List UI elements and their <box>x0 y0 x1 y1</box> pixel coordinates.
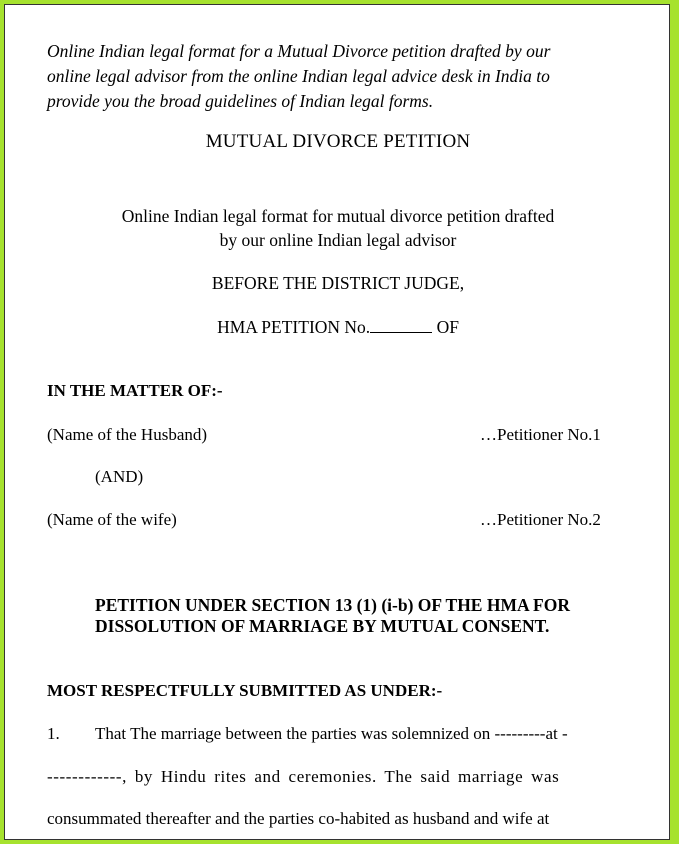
paragraph-line: consummated thereafter and the parties co-habited as husband and wife at <box>47 809 550 828</box>
intro-line: online legal advisor from the online Indian legal advice desk in India to <box>47 66 550 86</box>
intro-line: provide you the broad guidelines of Indian legal forms. <box>47 91 434 111</box>
wife-name: (Name of the wife) <box>47 510 177 529</box>
petition-heading-line: PETITION UNDER SECTION 13 (1) (i-b) OF THE HMA FOR <box>95 595 570 615</box>
subtitle-line: by our online Indian legal advisor <box>219 230 457 250</box>
document-title: MUTUAL DIVORCE PETITION <box>205 131 471 152</box>
intro-paragraph <box>47 39 627 114</box>
intro-line: Online Indian legal format for a Mutual Divorce petition drafted by our <box>47 41 551 61</box>
petition-heading <box>95 595 625 637</box>
court-name: BEFORE THE DISTRICT JUDGE, <box>211 273 465 293</box>
petition-number-blank <box>370 318 432 333</box>
petition-heading-line: DISSOLUTION OF MARRIAGE BY MUTUAL CONSENT. <box>95 616 550 636</box>
subtitle <box>5 204 671 252</box>
petition-number <box>5 315 671 339</box>
document-page <box>4 4 670 840</box>
subtitle-line: Online Indian legal format for mutual divorce petition drafted <box>121 206 555 226</box>
wife-role: …Petitioner No.2 <box>480 510 601 529</box>
paragraph-line: That The marriage between the parties was solemnized on ---------at - <box>95 724 568 743</box>
submitted-heading: MOST RESPECTFULLY SUBMITTED AS UNDER:- <box>47 681 443 700</box>
husband-name: (Name of the Husband) <box>47 425 208 444</box>
petition-number-suffix: OF <box>436 317 459 337</box>
paragraph-line: ------------, by Hindu rites and ceremonies. The said marriage was <box>47 767 560 786</box>
petition-number-prefix: HMA PETITION No. <box>217 317 371 337</box>
matter-heading: IN THE MATTER OF:- <box>47 381 223 400</box>
paragraph-number: 1. <box>47 724 60 743</box>
and-separator: (AND) <box>95 467 144 486</box>
husband-role: …Petitioner No.1 <box>480 425 601 444</box>
